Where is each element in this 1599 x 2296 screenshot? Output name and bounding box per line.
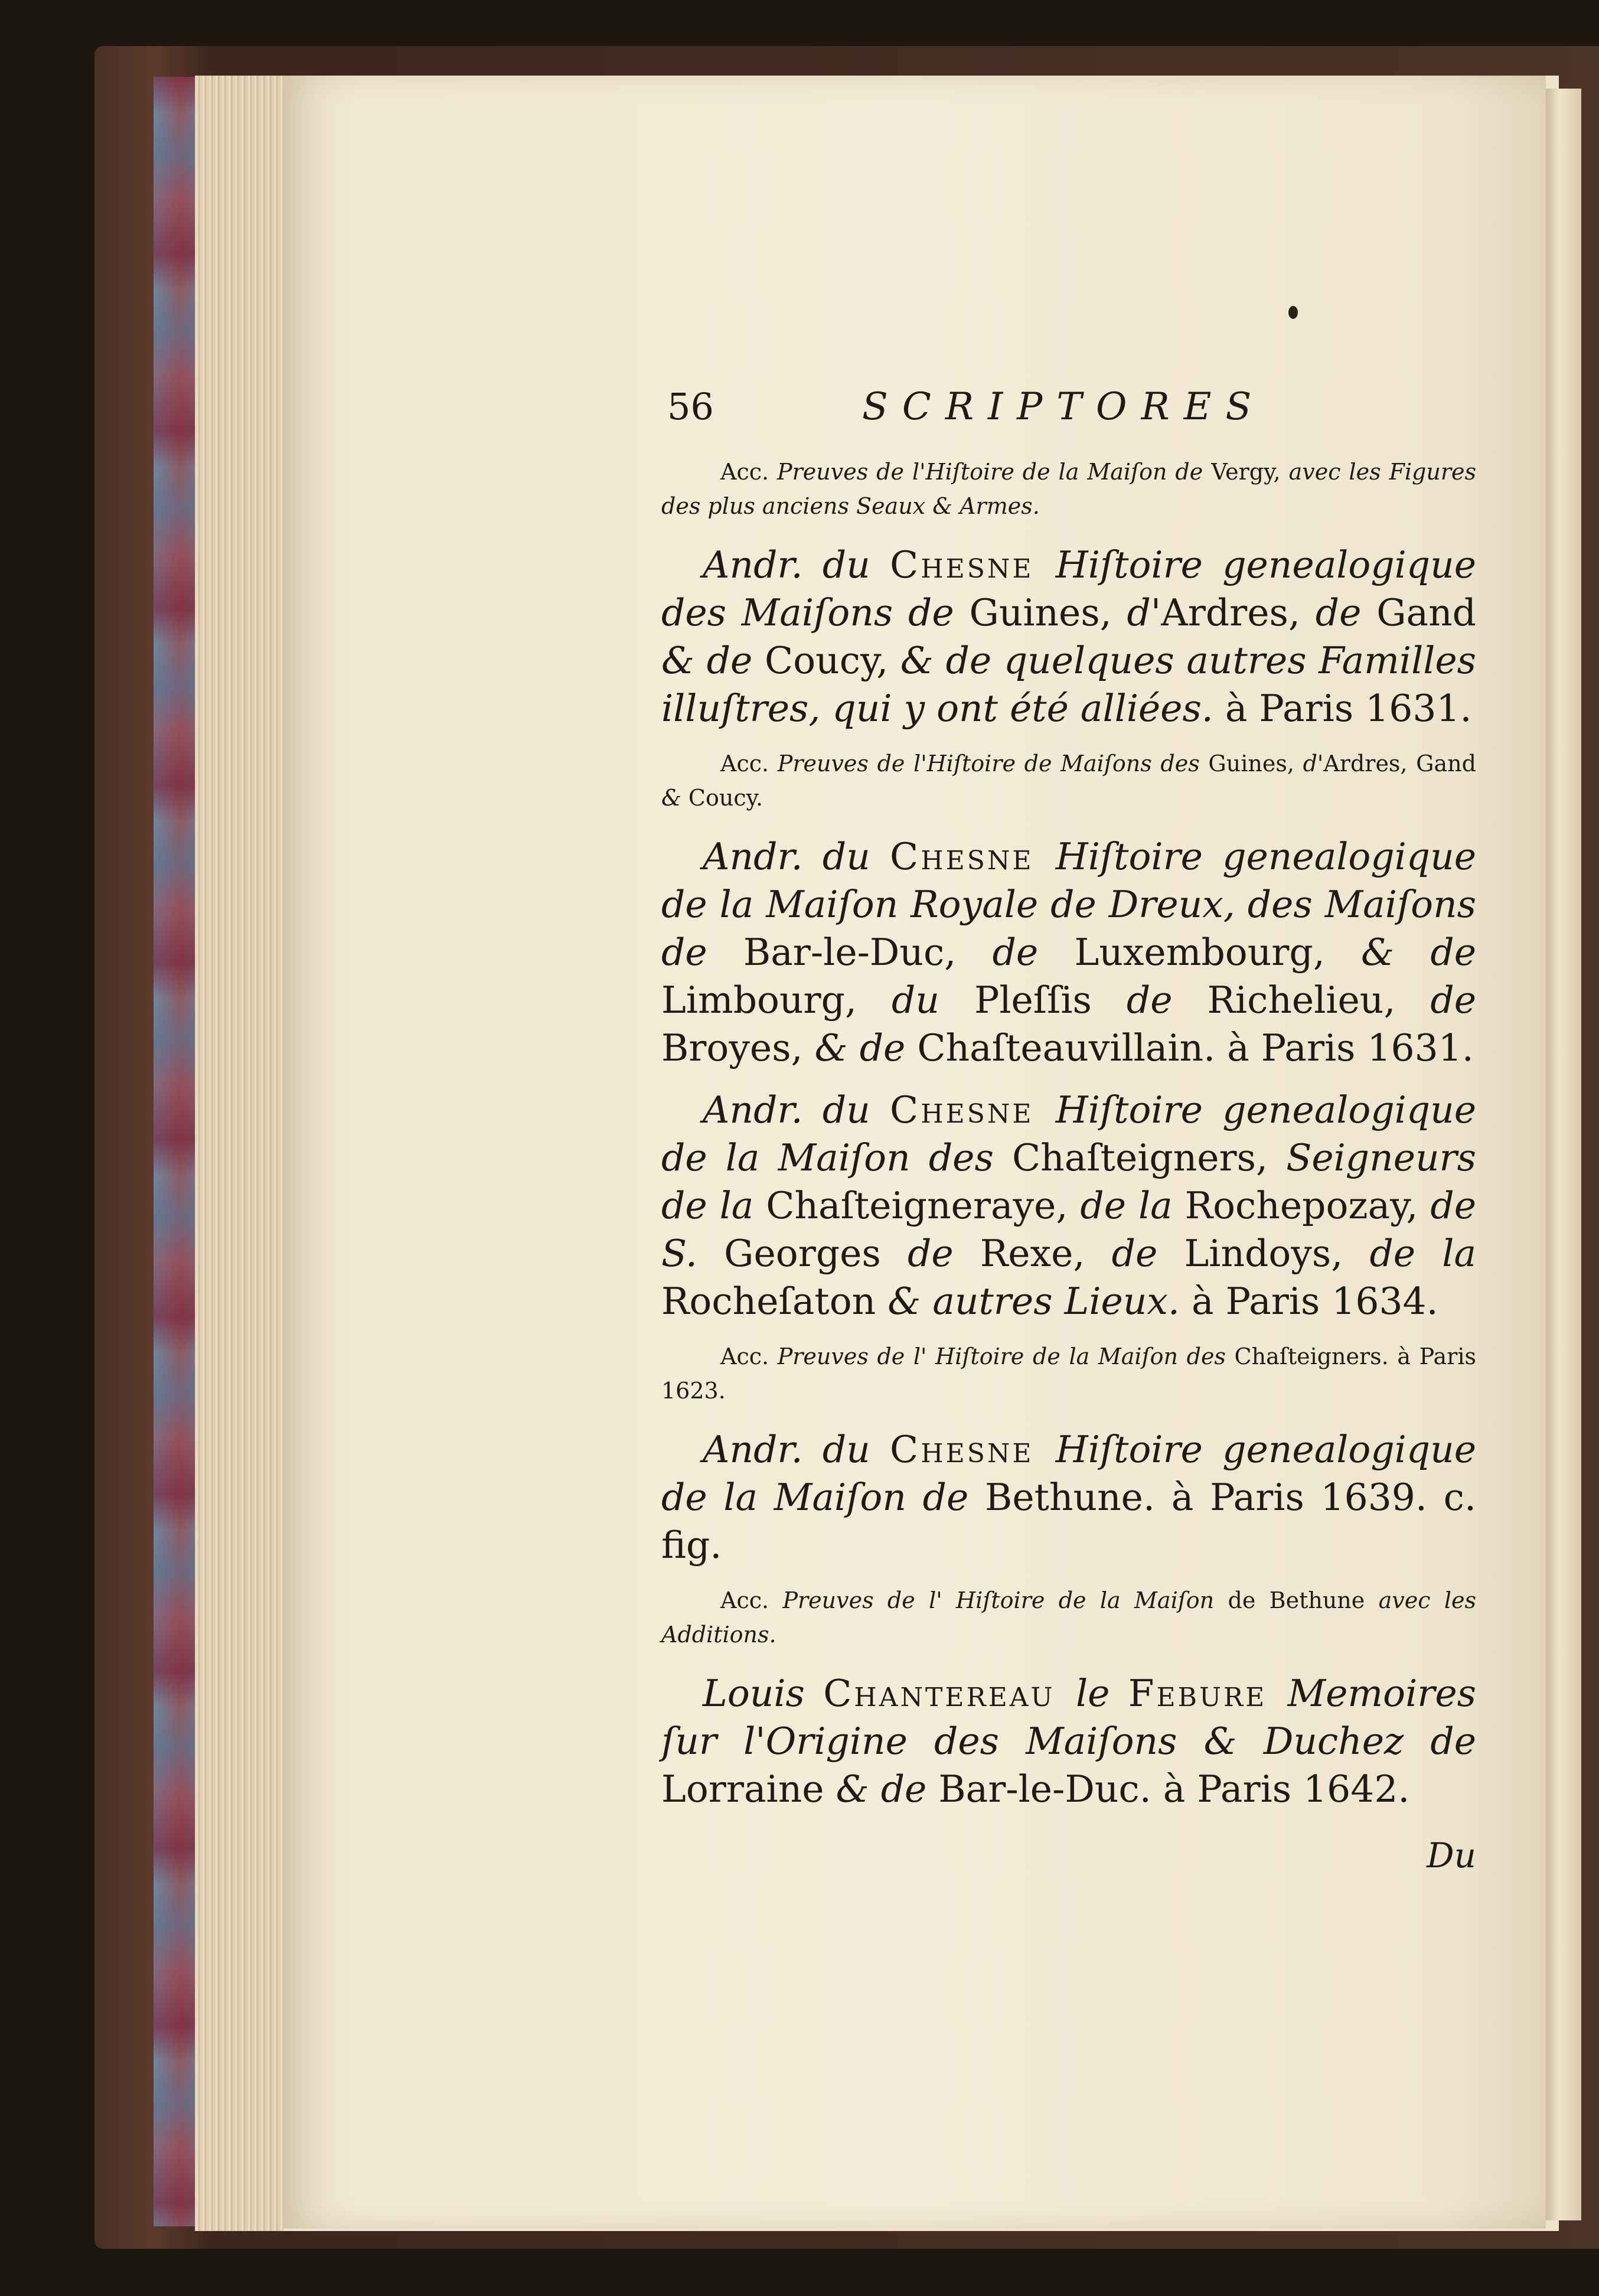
entry-text-run: & bbox=[661, 785, 688, 811]
page-edges bbox=[195, 76, 283, 2231]
entry-text-run: Acc. bbox=[720, 1343, 778, 1369]
entry-text-run: Bethune. à Paris 1639. c. fig. bbox=[661, 1476, 1476, 1567]
entry-text-run: Louis bbox=[703, 1672, 824, 1715]
entry-text-run: de bbox=[1315, 591, 1377, 634]
entry-text-run: de la bbox=[1369, 1232, 1477, 1275]
entry-text-run: Hiſtoire genealogique de la Maiſon de bbox=[661, 1428, 1476, 1519]
entry-text-run: de la bbox=[1080, 1184, 1185, 1227]
entry-text-run: avec les Additions. bbox=[661, 1587, 1476, 1648]
accompanying-note bbox=[661, 1583, 1476, 1652]
running-head bbox=[661, 378, 1476, 455]
entry-gap bbox=[661, 1072, 1476, 1086]
entry-text-run: Acc. bbox=[720, 459, 778, 485]
entry-text-run: d' bbox=[1303, 751, 1324, 777]
entry-text-run: Hiſtoire genealogique des Maiſons de bbox=[661, 543, 1476, 634]
entry-text-run: Andr. du bbox=[703, 543, 890, 586]
entry-text-run: Chesne bbox=[890, 1088, 1056, 1131]
entry-text-run: Ardres, bbox=[1161, 591, 1316, 634]
entry-text-run: Gand bbox=[1376, 591, 1476, 634]
entry-text-run: du bbox=[892, 979, 974, 1022]
accompanying-note bbox=[661, 1339, 1476, 1408]
entry-text-run: Preuves de l' Hiſtoire de la Maiſon bbox=[782, 1587, 1228, 1613]
entry-text-run: Limbourg, bbox=[661, 979, 892, 1022]
entry-text-run: Acc. bbox=[720, 1587, 783, 1613]
entry-text-run: Acc. bbox=[720, 751, 778, 777]
entry-text-run: Coucy, bbox=[764, 639, 900, 682]
entry-text-run: Luxembourg, bbox=[1074, 931, 1362, 974]
entry-text-run: de bbox=[1430, 979, 1477, 1022]
entry-text-run: Chaſteauvillain. à Paris 1631. bbox=[917, 1026, 1474, 1069]
entry-text-run: & de bbox=[836, 1767, 939, 1811]
entry-gap bbox=[661, 1813, 1476, 1827]
entry-text-run: de Bethune bbox=[1228, 1587, 1379, 1613]
entry-text-run: Rocheſaton bbox=[661, 1280, 888, 1323]
entry-text-run: Guines, bbox=[969, 591, 1127, 634]
entry-text-run: Coucy. bbox=[688, 785, 763, 811]
entry-text-run: de bbox=[992, 931, 1075, 974]
entry-text-run: de bbox=[1111, 1232, 1184, 1275]
entry-text-run: & de quelques autres Familles illuſtres, qui y ont été alliées. bbox=[661, 639, 1476, 730]
entry-text-run: Rochepozay, bbox=[1184, 1184, 1431, 1227]
entry-text-run: Febure bbox=[1128, 1672, 1288, 1715]
entry-text-run: Chesne bbox=[890, 543, 1056, 586]
catchword: Du bbox=[1427, 1835, 1476, 1876]
entry-text-run: Rexe, bbox=[980, 1232, 1112, 1275]
entry-text-run: & de bbox=[1361, 931, 1477, 974]
bibliography-entry bbox=[661, 1086, 1476, 1325]
entry-text-run: Hiſtoire genealogique de la Maiſon Royale de Dreux, des Maiſons de bbox=[661, 835, 1476, 974]
entry-text-run: Preuves de l'Hiſtoire de la Maiſon de bbox=[777, 459, 1212, 485]
entry-gap bbox=[661, 732, 1476, 746]
entry-gap bbox=[661, 1325, 1476, 1339]
entry-text-run: à Paris 1631. bbox=[1225, 687, 1472, 730]
entry-text-run: avec les Figures des plus anciens Seaux & Armes. bbox=[661, 459, 1476, 519]
entry-text-run: Ardres, Gand bbox=[1323, 751, 1476, 777]
entry-text-run: Andr. du bbox=[703, 1088, 890, 1131]
bibliography-entry bbox=[661, 541, 1476, 732]
entry-text-run: Georges bbox=[724, 1232, 908, 1275]
entry-text-run: à Paris 1634. bbox=[1191, 1280, 1438, 1323]
entry-text-run: Bar-le-Duc, bbox=[743, 931, 993, 974]
entry-text-run: Chaſteigneraye, bbox=[766, 1184, 1081, 1227]
entry-text-run: Chesne bbox=[890, 1428, 1056, 1471]
entry-text-run: Richelieu, bbox=[1207, 979, 1431, 1022]
entry-text-run: d' bbox=[1127, 591, 1161, 634]
ink-speck bbox=[1288, 306, 1298, 319]
entry-gap bbox=[661, 1569, 1476, 1583]
entry-text-run: Chantereau bbox=[823, 1672, 1076, 1715]
running-title: SCRIPTORES bbox=[862, 385, 1266, 429]
entry-text-run: & de bbox=[814, 1026, 918, 1069]
entry-text-run: Chesne bbox=[890, 835, 1056, 878]
accompanying-note bbox=[661, 746, 1476, 815]
entry-text-run: & autres Lieux. bbox=[887, 1280, 1192, 1323]
entry-gap bbox=[661, 523, 1476, 541]
entry-text-run: Lorraine bbox=[661, 1767, 836, 1811]
facing-page-edge bbox=[1546, 89, 1581, 2220]
entry-text-run: Chaſteigners. à Paris 1623. bbox=[661, 1343, 1476, 1404]
entry-text-run: Guines, bbox=[1208, 751, 1303, 777]
page-number: 56 bbox=[667, 385, 714, 428]
entry-text-run: de S. bbox=[661, 1184, 1476, 1275]
entry-text-run: Broyes, bbox=[661, 1026, 815, 1069]
entry-gap bbox=[661, 815, 1476, 833]
entry-text-run: Andr. du bbox=[703, 835, 890, 878]
entry-list bbox=[661, 455, 1476, 1827]
bibliography-entry bbox=[661, 833, 1476, 1072]
entry-text-run: Pleſſis bbox=[974, 979, 1127, 1022]
entry-text-run: Bar-le-Duc. à Paris 1642. bbox=[938, 1767, 1410, 1811]
bibliography-entry bbox=[661, 1426, 1476, 1569]
entry-text-run: de bbox=[908, 1232, 980, 1275]
entry-gap bbox=[661, 1652, 1476, 1669]
entry-text-run: Preuves de l' Hiſtoire de la Maiſon des bbox=[777, 1343, 1235, 1369]
entry-text-run: Seigneurs de la bbox=[661, 1136, 1477, 1227]
entry-text-run: le bbox=[1075, 1672, 1128, 1715]
entry-text-run: Andr. du bbox=[703, 1428, 890, 1471]
entry-text-run: de bbox=[1126, 979, 1208, 1022]
entry-text-run: Lindoys, bbox=[1184, 1232, 1370, 1275]
entry-text-run: & de bbox=[661, 639, 765, 682]
entry-text-run: Vergy, bbox=[1211, 459, 1289, 485]
entry-text-run: Chaſteigners, bbox=[1011, 1136, 1287, 1179]
entry-text-run: Preuves de l'Hiſtoire de Maiſons des bbox=[777, 751, 1209, 777]
entry-text-run: Hiſtoire genealogique de la Maiſon des bbox=[661, 1088, 1476, 1179]
text-block bbox=[661, 378, 1476, 1876]
entry-gap bbox=[661, 1408, 1476, 1426]
entry-text-run: Memoires ſur l'Origine des Maiſons & Duchez de bbox=[661, 1672, 1476, 1763]
accompanying-note bbox=[661, 455, 1476, 523]
bibliography-entry bbox=[661, 1669, 1476, 1813]
